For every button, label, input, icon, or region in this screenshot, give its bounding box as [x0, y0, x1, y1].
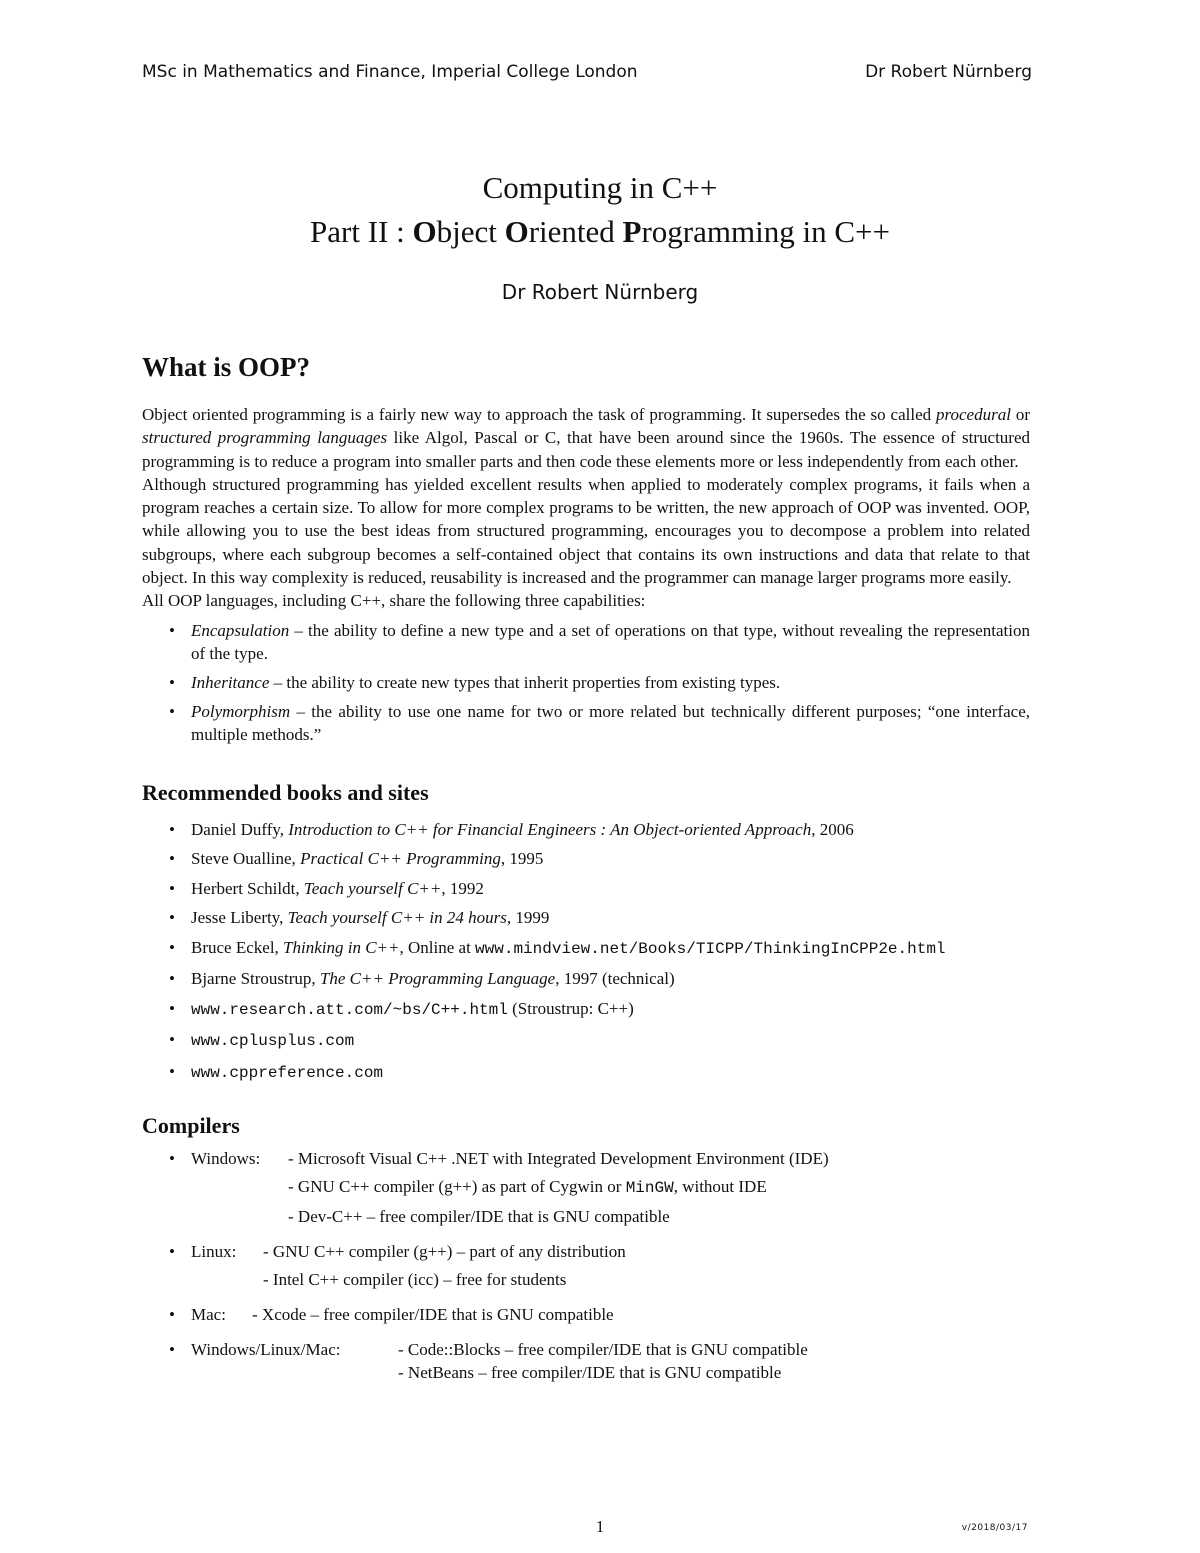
paragraph-intro: Object oriented programming is a fairly new way to approach the task of programming. It supersedes the so called procedural or structured programming languages like Algol, Pascal or C, that have been around since the 1960s. The essence of structured programming is to reduce a program into smaller parts and then code these elements more or less independently from each other. — [142, 405, 1030, 471]
bullet: • — [169, 819, 175, 839]
compiler-label: Linux: — [191, 1241, 237, 1261]
compiler-line: - Dev-C++ – free compiler/IDE that is GNU compatible — [288, 1206, 670, 1226]
compiler-group-windows — [142, 1147, 1030, 1228]
header-course: MSc in Mathematics and Finance, Imperial College London — [142, 62, 638, 82]
document-author: Dr Robert Nürnberg — [501, 280, 699, 304]
books-list — [142, 818, 1030, 1085]
page-header — [142, 62, 1032, 86]
bullet: • — [169, 1030, 175, 1050]
compiler-group-cross-platform — [142, 1338, 1030, 1384]
compiler-label: Windows/Linux/Mac: — [191, 1339, 341, 1359]
paragraph-structured: Although structured programming has yielded excellent results when applied to moderately complex programs, it fails when a program reaches a certain size. To allow for more complex programs to be written, the new approach of OOP was invented. OOP, while allowing you to use the best ideas from structured programming, encourages you to decompose a problem into related subgroups, where each subgroup becomes a self-contained object that contains its own instructions and data that relate to that object. In this way complexity is reduced, reusability is increased and the programmer can manage larger programs more easily. — [142, 474, 1030, 588]
title-line-2: Part II : Object Oriented Programming in C++ — [310, 214, 890, 249]
paragraph-capabilities: All OOP languages, including C++, share the following three capabilities: — [142, 591, 646, 611]
compiler-line: - NetBeans – free compiler/IDE that is GNU compatible — [398, 1362, 782, 1382]
compiler-line: - GNU C++ compiler (g++) as part of Cygwin or MinGW, without IDE — [288, 1176, 767, 1197]
link-cppreference[interactable]: www.cppreference.com — [191, 1063, 384, 1082]
document-title — [0, 166, 1200, 254]
list-item: • Bjarne Stroustrup, The C++ Programming Language, 1997 (technical) — [169, 969, 675, 989]
list-item: • Daniel Duffy, Introduction to C++ for Financial Engineers : An Object-oriented Approach, 2006 — [169, 819, 854, 839]
title-line-1: Computing in C++ — [482, 170, 718, 205]
compiler-line: - Intel C++ compiler (icc) – free for students — [263, 1269, 567, 1289]
link-stroustrup[interactable]: www.research.att.com/~bs/C++.html — [191, 1000, 508, 1019]
bullet: • — [169, 849, 175, 869]
bullet: • — [169, 1061, 175, 1081]
bullet: • — [169, 672, 175, 692]
capabilities-list — [142, 619, 1030, 746]
list-item: • Polymorphism – the ability to use one name for two or more related but technically different purposes; “one interface, multiple methods.” — [169, 701, 1030, 744]
compiler-label: Windows: — [191, 1148, 261, 1168]
heading-compilers: Compilers — [142, 1112, 240, 1138]
bullet: • — [169, 620, 175, 640]
list-item — [142, 1060, 1030, 1085]
document-body — [142, 352, 1030, 1384]
bullet: • — [169, 937, 175, 957]
compiler-line: - Xcode – free compiler/IDE that is GNU compatible — [252, 1304, 614, 1324]
bullet: • — [169, 1339, 175, 1359]
compiler-line: - GNU C++ compiler (g++) – part of any distribution — [263, 1241, 626, 1261]
bullet: • — [169, 701, 175, 721]
link-cplusplus[interactable]: www.cplusplus.com — [191, 1032, 355, 1051]
bullet: • — [169, 1241, 175, 1261]
list-item: • www.research.att.com/~bs/C++.html (Stroustrup: C++) — [169, 998, 634, 1019]
list-item: • Herbert Schildt, Teach yourself C++, 1992 — [169, 878, 484, 898]
compiler-group-linux — [142, 1240, 1030, 1291]
bullet: • — [169, 998, 175, 1018]
list-item: • Inheritance – the ability to create new types that inherit properties from existing types. — [169, 672, 781, 692]
heading-recommended-books: Recommended books and sites — [142, 779, 429, 805]
compiler-group-mac — [142, 1303, 1030, 1326]
bullet: • — [169, 969, 175, 989]
bullet: • — [169, 1304, 175, 1324]
compiler-label: Mac: — [191, 1304, 226, 1324]
list-item: • Steve Oualline, Practical C++ Programming, 1995 — [169, 849, 544, 869]
list-item: • Bruce Eckel, Thinking in C++, Online at www.mindview.net/Books/TICPP/ThinkingInCPP2e.html — [169, 937, 946, 958]
list-item: • Jesse Liberty, Teach yourself C++ in 24 hours, 1999 — [169, 908, 550, 928]
page-number: 1 — [595, 1517, 605, 1536]
bullet: • — [169, 878, 175, 898]
bullet: • — [169, 1148, 175, 1168]
header-author: Dr Robert Nürnberg — [865, 62, 1032, 82]
heading-what-is-oop: What is OOP? — [142, 352, 311, 382]
list-item — [142, 1028, 1030, 1053]
compiler-line: - Code::Blocks – free compiler/IDE that is GNU compatible — [398, 1339, 808, 1359]
list-item: • Encapsulation – the ability to define a new type and a set of operations on that type, without revealing the representation of the type. — [169, 620, 1030, 663]
version-stamp: v/2018/03/17 — [961, 1523, 1028, 1533]
compiler-line: - Microsoft Visual C++ .NET with Integrated Development Environment (IDE) — [288, 1148, 829, 1168]
bullet: • — [169, 908, 175, 928]
link-mindview[interactable]: www.mindview.net/Books/TICPP/ThinkingInCPP2e.html — [475, 939, 946, 958]
